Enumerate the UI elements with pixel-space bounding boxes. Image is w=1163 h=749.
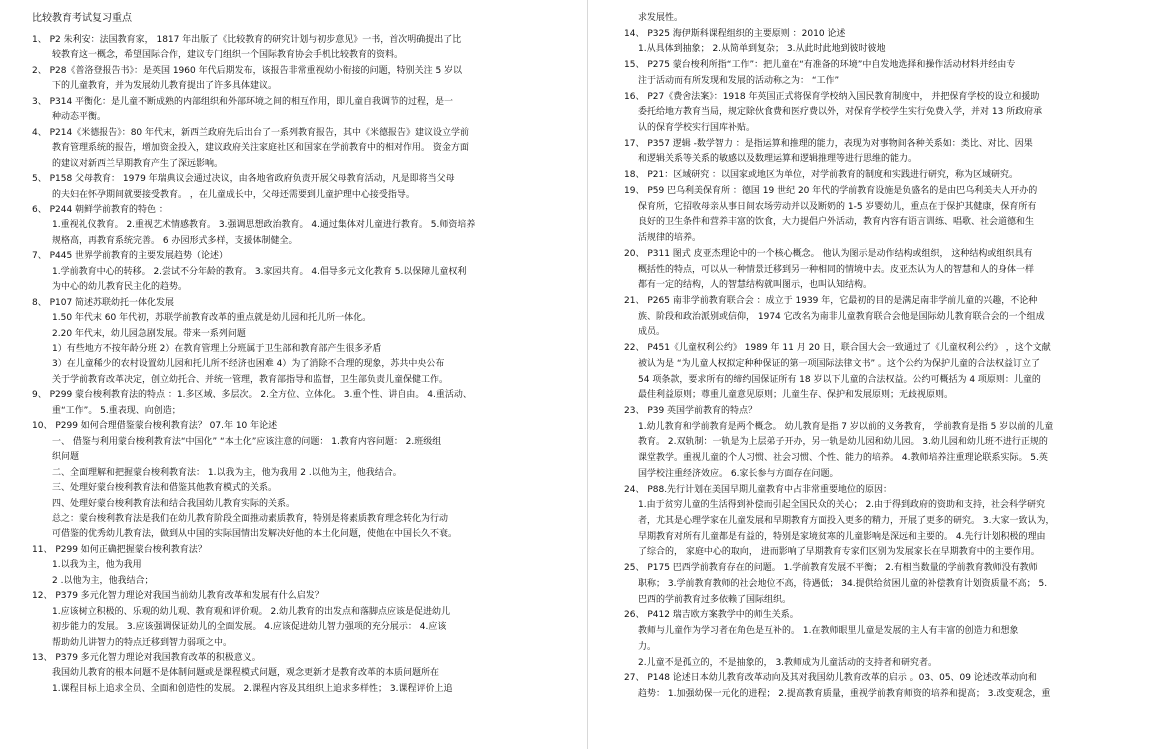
text-line: 13、 P379 多元化智力理论对我国教育改革的积极意义。 — [32, 653, 261, 663]
text-line: 种动态平衡。 — [52, 112, 107, 123]
text-line: 26、 P412 瑞吉欧方案教学中的师生关系。 — [624, 610, 799, 621]
right-page — [592, 0, 1163, 749]
text-line: 最佳利益原则；尊重儿童意见原则；儿童生存、保护和发展原则；无歧视原则。 — [638, 390, 954, 401]
text-line: 15、 P275 蒙台梭利所指“工作”：把儿童在“有准备的环境”中自发地选择和操作活动材料并经由专 — [624, 60, 1016, 71]
text-line: 四、处理好蒙台梭利教育法和结合我国幼儿教育实际的关系。 — [52, 498, 296, 509]
text-line: 织问题 — [52, 452, 80, 463]
text-line: 17、 P357 逻辑 -数学智力 ：是指运算和推理的能力，表现为对事物间各种关系如：类比、对比、因果 — [624, 138, 1033, 149]
text-line: 3、 P314 平衡化：是儿童不断成熟的内部组织和外部环境之间的相互作用，即儿童自我调节的过程，是一 — [32, 96, 454, 107]
document-title: 比较教育考试复习重点 — [32, 13, 132, 24]
text-line: 27、 P148 论述日本幼儿教育改革动向及其对我国幼儿教育改革的启示 。03、05、09 论述改革动向和 — [624, 673, 1037, 684]
text-line: 1.50 年代末 60 年代初，苏联学前教育改革的重点就是幼儿园和托儿所一体化。 — [52, 313, 372, 324]
text-line: 为中心的幼儿教育民主化的趋势。 — [52, 282, 188, 293]
text-line: 23、 P39 英国学前教育的特点？ — [624, 406, 758, 416]
text-line: 职称； 3.学前教育教师的社会地位不高，待遇低； 34.提供给贫困儿童的补偿教育计划资质量不高； 5. — [638, 578, 1048, 589]
text-line: 下的儿童教育，并为发展幼儿教育提出了许多具体建议。 — [52, 81, 278, 92]
text-line: 1.幼儿教育和学前教育是两个概念。 幼儿教育是指 7 岁以前的义务教育， 学前教育是指 5 岁以前的儿童 — [638, 421, 1054, 432]
text-line: 24、 P88.先行计划在美国早期儿童教育中占非常重要地位的原因： — [624, 484, 893, 495]
text-line: 54 项条款，要求所有的缔约国保证所有 18 岁以下儿童的合法权益。公约可概括为 4 项原则：儿童的 — [638, 374, 1041, 385]
text-line: 教育。 2.双轨制：一轨是为上层弟子开办，另一轨是幼儿园和幼儿园。 3.幼儿园和幼儿班不进行正规的 — [638, 437, 1048, 448]
text-line: 重“工作”。 5.重表现、向创造； — [52, 405, 181, 416]
text-line: 初步能力的发展。 3.应该强调保证幼儿的全面发展。 4.应该促进幼儿智力强项的充分展示： 4.应该 — [52, 622, 447, 633]
page-divider — [587, 0, 588, 749]
text-line: 总之：蒙台梭利教育法是我们在幼儿教育阶段全面推动素质教育，特别是将素质教育理念转化为行动 — [52, 513, 449, 524]
text-line: 和逻辑关系等关系的敏感以及数理运算和逻辑推理等进行思维的能力。 — [638, 154, 918, 165]
text-line: 二、全面理解和把握蒙台梭利教育法： 1.以我为主，他为我用 2 .以他为主，他我结合。 — [52, 467, 402, 478]
text-line: 7、 P445 世界学前教育的主要发展趋势（论述） — [32, 251, 229, 262]
text-line: 一、 借鉴与利用蒙台梭利教育法“中国化” “本土化”应该注意的问题： 1.教育内容问题： 2.班级组 — [52, 436, 442, 447]
text-line: 1.学前教育中心的转移。 2.尝试不分年龄的教育。 3.家园共育。 4.倡导多元文化教育 5.以保障儿童权利 — [52, 266, 467, 277]
text-line: 教育管理系统的报告，增加资金投入，建议政府关注家庭社区和国家在学前教育中的相对作用。 资金方面 — [52, 143, 469, 154]
text-line: 活规律的培养。 — [638, 233, 702, 244]
text-line: 1.从具体到抽象； 2.从简单到复杂； 3.从此时此地到彼时彼地 — [638, 44, 886, 55]
text-line: 20、 P311 图式 皮亚杰理论中的一个核心概念。 他认为图示是动作结构或组织， 这种结构或组织具有 — [624, 248, 1033, 259]
text-line: 18、 P21：区域研究 ：以国家或地区为单位，对学前教育的制度和实践进行研究，称为区域研究。 — [624, 170, 1019, 181]
text-line: 1、 P2 朱利安：法国教育家， 1817 年出版了《比较教育的研究计划与初步意见》一书，首次明确提出了比 — [32, 35, 462, 45]
text-line: 4、 P214《米德报告》：80 年代末，新西兰政府先后出台了一系列教育报告，其中《米德报告》建议设立学前 — [32, 127, 470, 138]
text-line: 1.重视礼仪教育。 2.重视艺术情感教育。 3.强调思想政治教育。 4.通过集体对儿童进行教育。 5.师资培养 — [52, 220, 476, 231]
text-line: 12、 P379 多元化智力理论对我国当前幼儿教育改革和发展有什么启发？ — [32, 591, 324, 602]
text-line: 6、 P244 朝鲜学前教育的特色 ： — [32, 204, 168, 215]
text-line: 委托给地方教育当局，规定除伙食费和医疗费以外，对保育学校学生实行免费入学，并对 13 所政府承 — [638, 107, 1043, 118]
text-line: 9、 P299 蒙台梭利教育法的特点 ：1.多区域、多层次。 2.全方位、立体化。 3.重个性、讲自由。 4.重活动、 — [32, 390, 472, 401]
text-line: 概括性的特点，可以从一种情景迁移到另一种相同的情境中去。皮亚杰认为人的智慧和人的身体一样 — [638, 264, 1035, 275]
text-line: 认的保育学校实行国库补贴。 — [638, 123, 756, 134]
text-line: 22、 P451《儿童权利公约》 1989 年 11 月 20 日，联合国大会一致通过了《儿童权利公约》 ，这个文献 — [624, 343, 1051, 354]
text-line: 1.由于贫穷儿童的生活得到补偿而引起全国民众的关心； 2.由于得到政府的资助和支持，社会科学研究 — [638, 500, 1046, 511]
text-line: 19、 P59 巴乌利美保育所 ：德国 19 世纪 20 年代的学前教育设施是负盛名的是由巴乌利美夫人开办的 — [624, 185, 1038, 196]
text-line: 规格高，再教育系统完善。 6 办园形式多样，支援体制健全。 — [52, 235, 298, 246]
text-line: 较教育这一概念，希望国际合作，建议专门组织一个国际教育协会手机比较教育的资料。 — [52, 50, 404, 61]
text-line: 求发展性。 — [638, 13, 684, 23]
text-line: 1.应该树立积极的、乐观的幼儿观、教育观和评价观。 2.幼儿教育的出发点和落脚点应该是促进幼儿 — [52, 606, 451, 617]
text-line: 5、 P158 父母教育： 1979 年瑞典议会通过决议，由各地省政府负责开展父母教育活动，凡是即将当父母 — [32, 174, 455, 185]
text-line: 教师与儿童作为学习者在角色是互补的。 1.在教师眼里儿童是发展的主人有丰富的创造力和想象 — [638, 626, 1019, 637]
text-line: 早期教育对所有儿童都是有益的，特别是家境贫寒的儿童影响是深远和主要的。 4.先行计划积极的理由 — [638, 531, 1046, 542]
text-line: 25、 P175 巴西学前教育存在的问题。 1.学前教育发展不平衡； 2.有相当数量的学前教育教师没有教师 — [624, 563, 1038, 574]
text-line: 注于活动而有所发现和发展的活动称之为： “工作” — [638, 75, 840, 86]
text-line: 被认为是 “为儿童人权拟定种种保证的第一项国际法律文书” 。这个公约为保护儿童的合法权益订立了 — [638, 358, 1041, 369]
text-line: 1.课程目标上追求全员、全面和创造性的发展。 2.课程内容及其组织上追求多样性； 3.课程评价上追 — [52, 683, 453, 694]
text-line: 2.儿童不是孤立的，不是抽象的， 3.教师成为儿童活动的支持者和研究者。 — [638, 657, 938, 668]
text-line: 国学校注重经济效应。 6.家长参与方面存在问题。 — [638, 468, 839, 479]
text-line: 良好的卫生条件和营养丰富的饮食，大力提倡户外活动，教育内容有语言训练、唱歌、社会道德和生 — [638, 217, 1035, 228]
text-line: 14、 P325 海伊斯科课程组织的主要原则 ：2010 论述 — [624, 28, 846, 39]
text-line: 8、 P107 简述苏联幼托一体化发展 — [32, 297, 175, 308]
text-line: 11、 P299 如何正确把握蒙台梭利教育法？ — [32, 544, 207, 555]
text-line: 帮助幼儿讲智力的特点迁移到智力弱项之中。 — [52, 637, 233, 648]
text-line: 2.20 年代末，幼儿园急剧发展。带来一系列问题 — [52, 328, 246, 339]
text-line: 族、阶段和政治派别或信仰， 1974 它改名为南非儿童教育联合会他是国际幼儿教育联合会的一个组成 — [638, 311, 1045, 322]
text-line: 三、处理好蒙台梭利教育法和借鉴其他教育模式的关系。 — [52, 483, 278, 494]
text-line: 课堂教学。重视儿童的个人习惯、社会习惯、个性、能力的培养。 4.教师培养注重理论联系实际。 5.英 — [638, 453, 1048, 464]
text-line: 保育所，它招收母亲从事日间农场劳动并以及断奶的 1-5 岁婴幼儿，重点在于保护其健康，保育所有 — [638, 201, 1037, 212]
text-line: 成员。 — [638, 327, 666, 338]
text-line: 1.以我为主，他为我用 — [52, 560, 142, 571]
text-line: 了综合的， 家庭中心的取向， 进而影响了早期教育专家们区别为发展家长在早期教育中的主要作用。 — [638, 547, 1040, 558]
text-line: 者，尤其是心理学家在儿童发展和早期教育方面投入更多的精力，开展了更多的研究。 3.大家一致认为， — [638, 516, 1055, 527]
text-line: 我国幼儿教育的根本问题不是体制问题或是课程模式问题，观念更新才是教育改革的本质问题所在 — [52, 668, 440, 679]
text-line: 1）有些地方不按年龄分班 2）在教育管理上分班属于卫生部和教育部产生很多矛盾 — [52, 344, 382, 354]
text-line: 关于学前教育改革决定，创立幼托合、并统一管理，教育部指导和监督，卫生部负责儿童保健工作。 — [52, 374, 449, 385]
text-line: 巴西的学前教育过多依赖了国际组织。 — [638, 594, 792, 605]
text-line: 可借鉴的优秀幼儿教育法，做到从中国的实际国情出发解决好他的本土化问题，使他在中国长久不衰。 — [52, 529, 458, 540]
text-line: 2 .以他为主，他我结合； — [52, 575, 154, 586]
text-line: 2、 P28《普洛登报告书》：是英国 1960 年代后期发布，该报告非常重视幼小衔接的问题，特别关注 5 岁以 — [32, 65, 463, 76]
text-line: 21、 P265 南非学前教育联合会 ：成立于 1939 年，它最初的目的是满足南非学前儿童的兴趣，不论种 — [624, 295, 1038, 306]
text-line: 力。 — [638, 641, 657, 652]
text-line: 3）在儿童稀少的农村设置幼儿园和托儿所不经济也困难 4）为了消除不合理的现象，苏共中央公布 — [52, 359, 445, 370]
text-line: 都有一定的结构，人的智慧结构就叫图示，也叫认知结构。 — [638, 280, 873, 291]
text-line: 10、 P299 如何合理借鉴蒙台梭利教育法？ 07.年 10 年论述 — [32, 421, 278, 432]
text-line: 的夫妇在怀孕期间就要接受教育。 ，在儿童成长中，父母还需要到儿童护理中心接受指导。 — [52, 189, 415, 200]
text-line: 趋势： 1.加强幼保一元化的进程； 2.提高教育质量，重视学前教育师资的培养和提高； 3.改变观念，重 — [638, 688, 1051, 699]
text-line: 16、 P27《费舍法案》：1918 年英国正式将保育学校纳入国民教育制度中， 并把保育学校的设立和援助 — [624, 91, 1040, 102]
text-line: 的建议对新西兰早期教育产生了深远影响。 — [52, 158, 224, 169]
